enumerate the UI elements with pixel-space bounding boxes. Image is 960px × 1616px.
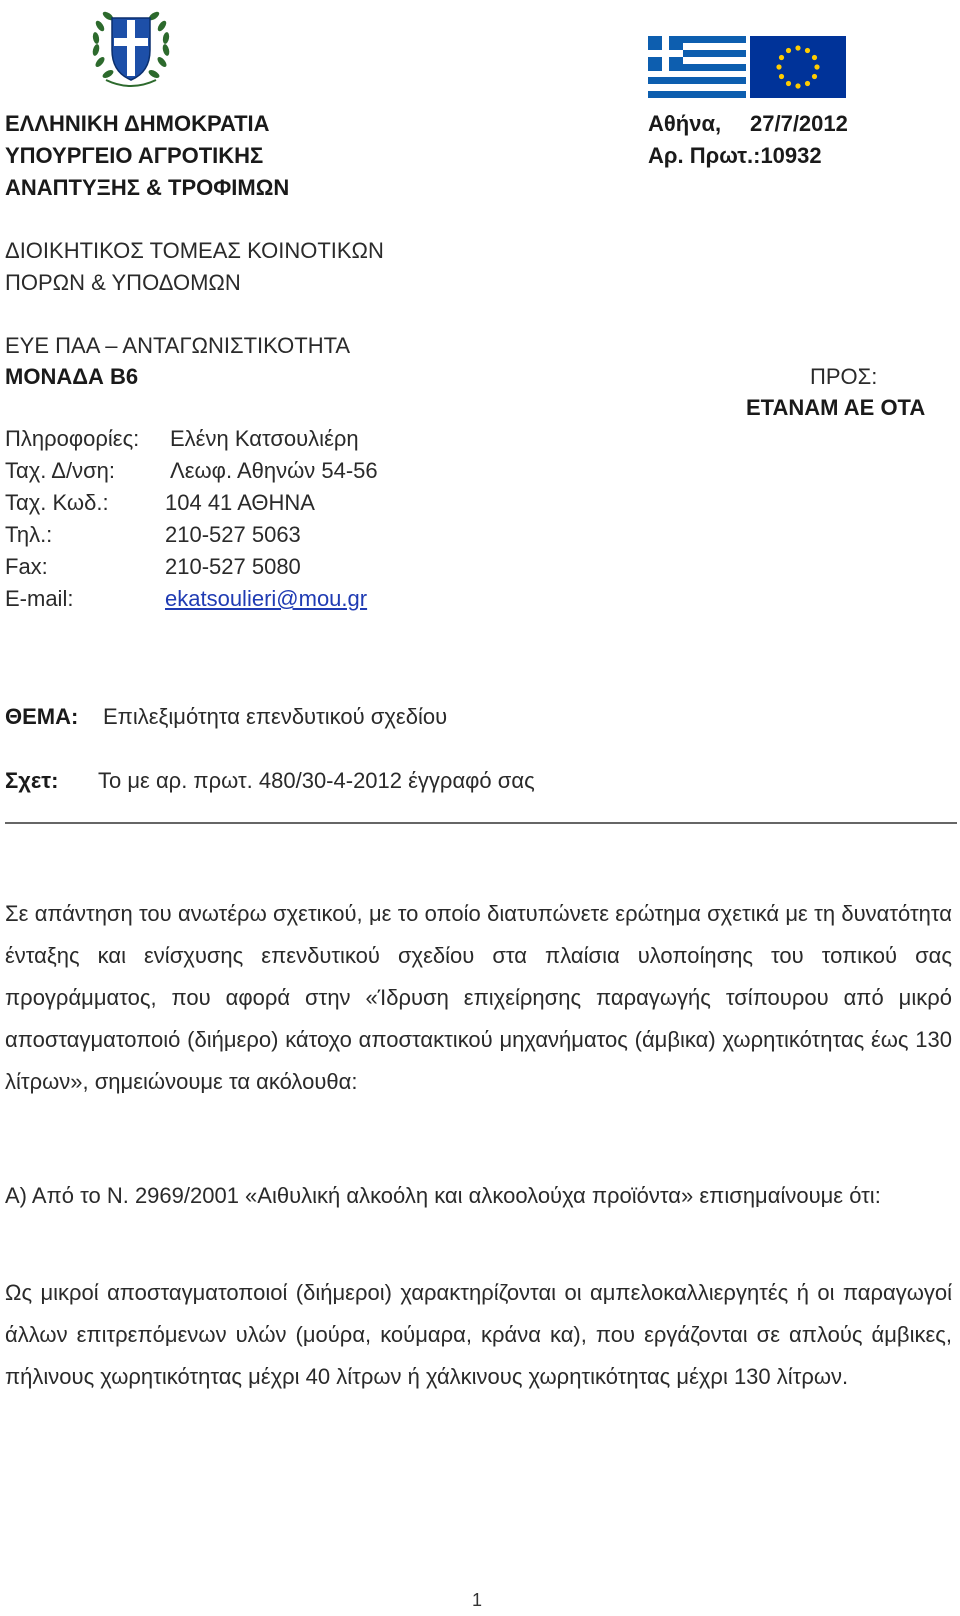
ministry-line-1: ΕΛΛΗΝΙΚΗ ΔΗΜΟΚΡΑΤΙΑ [5, 111, 270, 136]
protocol-number: Αρ. Πρωτ.:10932 [648, 143, 822, 168]
sector-line-2: ΠΟΡΩΝ & ΥΠΟΔΟΜΩΝ [5, 270, 241, 295]
greece-eu-flags-icon [648, 36, 846, 100]
recipient-label: ΠΡΟΣ: [810, 364, 878, 389]
date-value: 27/7/2012 [750, 111, 848, 136]
reference-label: Σχετ: [5, 768, 59, 793]
contact-label: Fax: [5, 554, 48, 579]
greek-coat-of-arms-icon [86, 2, 176, 90]
subject-label: ΘΕΜΑ: [5, 704, 79, 729]
unit-line-1: ΕΥΕ ΠΑΑ – ΑΝΤΑΓΩΝΙΣΤΙΚΟΤΗΤΑ [5, 333, 351, 358]
body-paragraph-3: Ως μικροί αποσταγματοποιοί (διήμεροι) χαρακτηρίζονται οι αμπελοκαλλιεργητές ή οι παραγωγοί άλλων επιτρεπόμενων υλών (μούρα, κούμαρα, κράνα κα), που εργάζονται σε απλούς άμβικες, πήλινους χωρητικότητας μέχρι 40 λίτρων ή χάλκινους χωρητικότητας μέχρι 130 λίτρων. [5, 1280, 952, 1389]
body-paragraph-1: Σε απάντηση του ανωτέρω σχετικού, με το οποίο διατυπώνετε ερώτημα σχετικά με τη δυνατότητα ένταξης και ενίσχυσης επενδυτικού σχεδίου στα πλαίσια υλοποίησης του τοπικού σας προγράμματος, που αφορά στην «Ίδρυση επιχείρησης παραγωγής τσίπουρου από μικρό αποσταγματοποιό (διήμερο) κάτοχο αποστακτικού μηχανήματος (άμβικα) χωρητικότητας έως 130 λίτρων», σημειώνουμε τα ακόλουθα: [5, 901, 952, 1094]
reference-value: Το με αρ. πρωτ. 480/30-4-2012 έγγραφό σας [98, 768, 535, 793]
page-number: 1 [472, 1590, 483, 1610]
ministry-line-2: ΥΠΟΥΡΓΕΙΟ ΑΓΡΟΤΙΚΗΣ [5, 143, 264, 168]
contact-label: Πληροφορίες: [5, 426, 140, 451]
contact-label: Ταχ. Δ/νση: [5, 458, 116, 483]
recipient-value: ΕΤΑΝΑΜ ΑΕ ΟΤΑ [746, 395, 926, 420]
unit-line-2: ΜΟΝΑΔΑ Β6 [5, 364, 139, 389]
email-link[interactable]: ekatsoulieri@mou.gr [165, 586, 368, 611]
contact-value: Λεωφ. Αθηνών 54-56 [170, 458, 378, 483]
ministry-line-3: ΑΝΑΠΤΥΞΗΣ & ΤΡΟΦΙΜΩΝ [5, 175, 290, 200]
date-label: Αθήνα, [648, 111, 722, 136]
contact-label: Ταχ. Κωδ.: [5, 490, 109, 515]
contact-value: 210-527 5080 [165, 554, 301, 579]
body-paragraph-2: Α) Από το Ν. 2969/2001 «Αιθυλική αλκοόλη και αλκοολούχα προϊόντα» επισημαίνουμε ότι: [5, 1183, 881, 1208]
header-divider [5, 822, 957, 824]
sector-line-1: ΔΙΟΙΚΗΤΙΚΟΣ ΤΟΜΕΑΣ ΚΟΙΝΟΤΙΚΩΝ [5, 238, 384, 263]
contact-label: E-mail: [5, 586, 74, 611]
subject-value: Επιλεξιμότητα επενδυτικού σχεδίου [103, 704, 448, 729]
contact-value: 104 41 ΑΘΗΝΑ [165, 490, 315, 515]
contact-value: 210-527 5063 [165, 522, 301, 547]
contact-label: Τηλ.: [5, 522, 53, 547]
contact-value: Ελένη Κατσουλιέρη [170, 426, 359, 451]
